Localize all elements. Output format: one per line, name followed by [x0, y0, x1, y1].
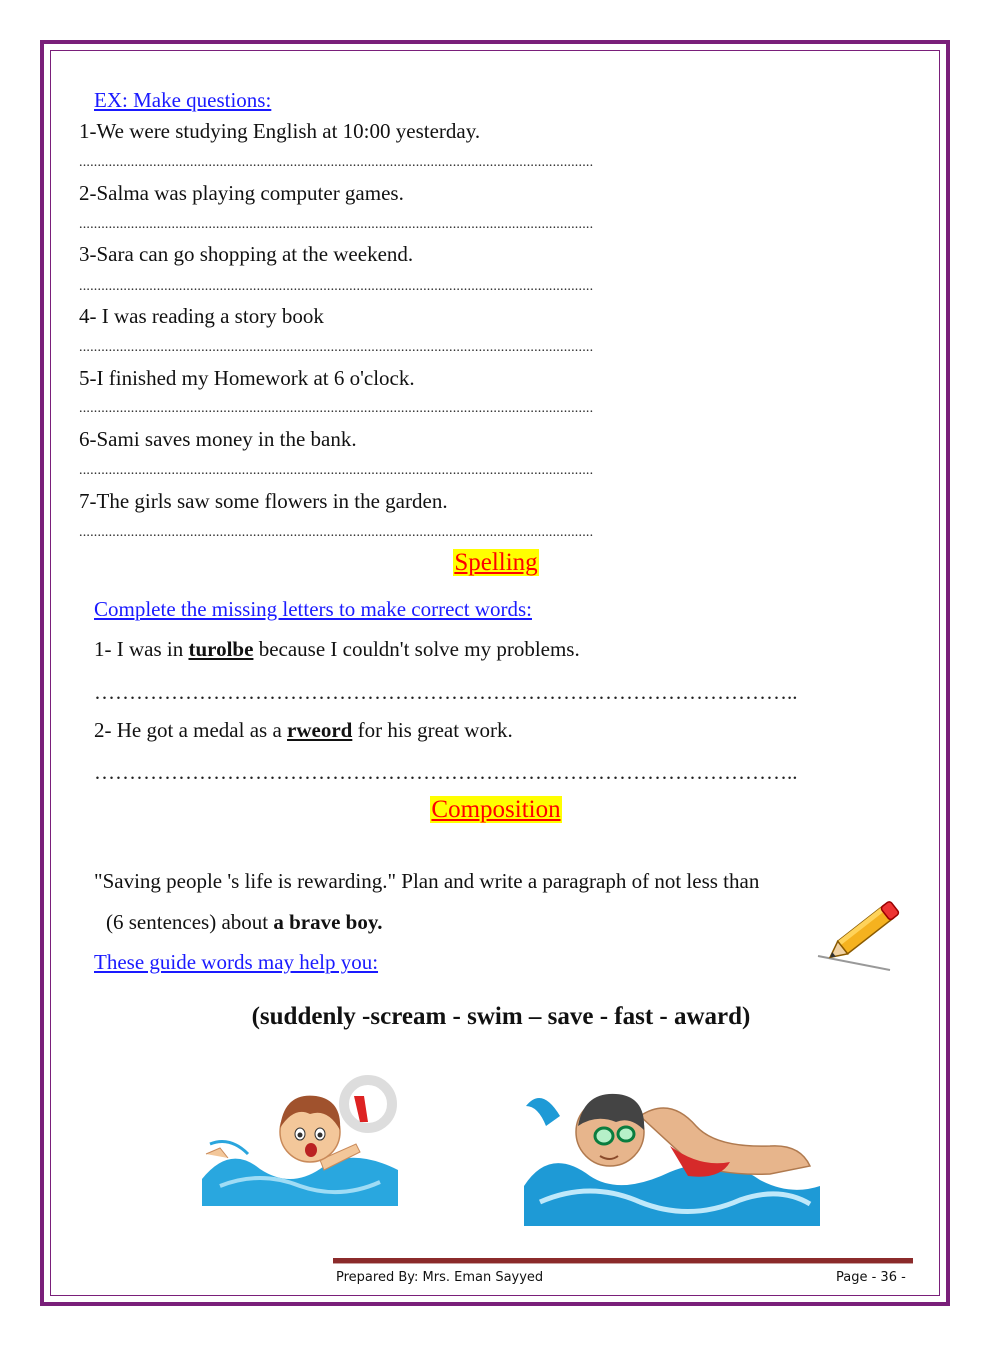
scrambled-word: turolbe — [188, 637, 254, 661]
prompt-text: (6 sentences) about — [106, 910, 274, 934]
spelling-item-2 — [94, 718, 513, 743]
answer-line: ........................................................................................................................................... — [79, 155, 594, 170]
answer-line: ........................................................................................................................................... — [79, 401, 594, 416]
answer-line: ........................................................................................................................................... — [79, 217, 594, 232]
question-item: 7-The girls saw some flowers in the garden. — [79, 489, 448, 513]
exercise-heading: EX: Make questions: — [94, 88, 272, 112]
composition-prompt-line2 — [106, 910, 382, 935]
drowning-boy-image — [200, 1074, 400, 1206]
guide-words: (suddenly -scream - swim – save - fast - award) — [251, 1003, 751, 1030]
spelling-text: for his great work. — [352, 718, 513, 742]
spelling-item-1 — [94, 637, 580, 662]
composition-prompt-line1: "Saving people 's life is rewarding." Plan and write a paragraph of not less than — [94, 869, 760, 893]
question-item: 3-Sara can go shopping at the weekend. — [79, 242, 414, 266]
pencil-icon — [812, 896, 908, 976]
question-item: 4- I was reading a story book — [79, 304, 324, 328]
spelling-text: 2- He got a medal as a — [94, 718, 288, 742]
scrambled-word: rweord — [287, 718, 353, 742]
question-item: 5-I finished my Homework at 6 o'clock. — [79, 366, 415, 390]
footer-divider — [333, 1258, 913, 1264]
answer-line: ........................................................................................................................................... — [79, 525, 594, 540]
question-item: 1-We were studying English at 10:00 yesterday. — [79, 119, 481, 143]
prompt-topic: a brave boy. — [273, 910, 383, 934]
question-item: 6-Sami saves money in the bank. — [79, 427, 357, 451]
footer-prepared-by: Prepared By: Mrs. Eman Sayyed — [336, 1270, 544, 1285]
guide-words-label: These guide words may help you: — [94, 950, 379, 974]
footer-page-number: Page - 36 - — [836, 1270, 906, 1285]
spelling-text: 1- I was in — [94, 637, 189, 661]
spelling-title: Spelling — [454, 549, 538, 576]
composition-title: Composition — [431, 796, 561, 823]
spelling-instruction: Complete the missing letters to make correct words: — [94, 597, 532, 621]
swimming-boy-image — [520, 1076, 824, 1230]
answer-line: ……………………………………………………………………………………….. — [94, 760, 798, 784]
answer-line: ........................................................................................................................................... — [79, 463, 594, 478]
question-item: 2-Salma was playing computer games. — [79, 181, 404, 205]
spelling-text: because I couldn't solve my problems. — [253, 637, 580, 661]
answer-line: ........................................................................................................................................... — [79, 340, 594, 355]
answer-line: ……………………………………………………………………………………….. — [94, 680, 798, 704]
answer-line: ........................................................................................................................................... — [79, 279, 594, 294]
